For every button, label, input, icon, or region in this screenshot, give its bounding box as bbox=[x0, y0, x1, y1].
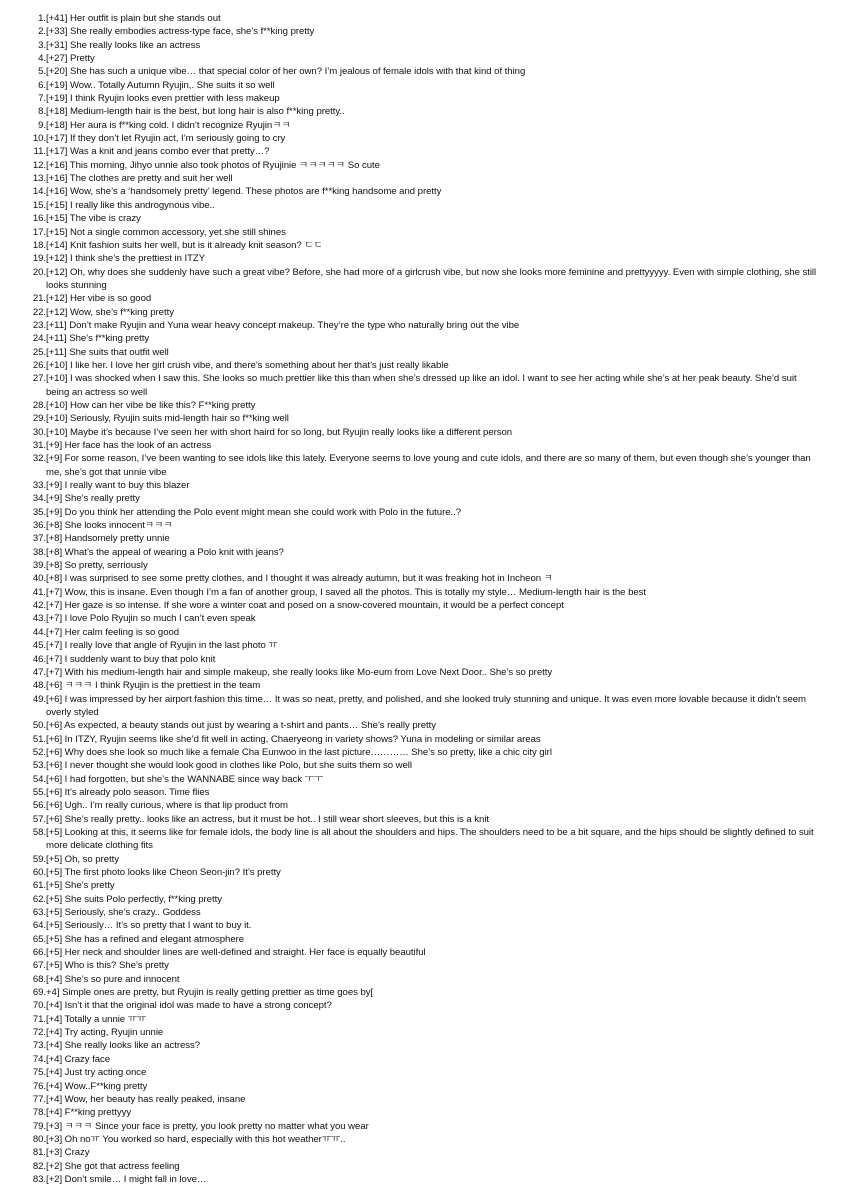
list-item bbox=[0, 212, 848, 225]
comment-text: [+5] Looking at this, it seems like for female idols, the body line is all about the shoulders and hips. The shoulders need to be a bit square, and the hips should be slightly defined to suit more delicate clothing fits bbox=[46, 826, 814, 852]
comment-text: [+5] Her neck and shoulder lines are well-defined and straight. Her face is equally beautiful bbox=[46, 947, 426, 959]
comment-text: [+16] This morning, Jihyo unnie also took photos of Ryujinie ㅋㅋㅋㅋㅋ So cute bbox=[46, 159, 380, 171]
list-item bbox=[0, 799, 848, 812]
item-number: 43. bbox=[32, 613, 46, 625]
list-item bbox=[0, 666, 848, 679]
comment-text: [+7] With his medium-length hair and simple makeup, she really looks like Mo-eum from Love Next Door.. She’s so pretty bbox=[46, 666, 553, 678]
item-number: 19. bbox=[32, 253, 46, 265]
item-number: 23. bbox=[32, 319, 46, 331]
list-item bbox=[0, 986, 848, 999]
list-item bbox=[0, 546, 848, 559]
item-number: 25. bbox=[32, 346, 46, 358]
list-item bbox=[0, 693, 848, 720]
list-item bbox=[0, 412, 848, 425]
comment-text: [+10] I like her. I love her girl crush vibe, and there’s something about her that’s just really likable bbox=[46, 359, 449, 371]
list-item bbox=[0, 1053, 848, 1066]
item-number: 34. bbox=[32, 493, 46, 505]
item-number: 64. bbox=[32, 920, 46, 932]
list-item bbox=[0, 906, 848, 919]
comment-text: [+9] I really want to buy this blazer bbox=[46, 480, 190, 492]
item-number: 16. bbox=[32, 213, 46, 225]
list-item bbox=[0, 426, 848, 439]
list-item bbox=[0, 145, 848, 158]
comment-text: [+31] She really looks like an actress bbox=[46, 39, 201, 51]
comment-text: [+4] Crazy face bbox=[46, 1053, 111, 1065]
item-number: 4. bbox=[38, 53, 46, 65]
list-item bbox=[0, 853, 848, 866]
item-number: 50. bbox=[32, 720, 46, 732]
comment-text: [+9] She’s really pretty bbox=[46, 493, 140, 505]
list-item bbox=[0, 746, 848, 759]
item-number: 45. bbox=[32, 640, 46, 652]
item-number: 52. bbox=[32, 746, 46, 758]
item-number: 13. bbox=[32, 173, 46, 185]
item-number: 69. bbox=[32, 987, 46, 999]
list-item bbox=[0, 292, 848, 305]
item-number: 33. bbox=[32, 480, 46, 492]
list-item bbox=[0, 1013, 848, 1026]
list-item bbox=[0, 12, 848, 25]
list-item bbox=[0, 759, 848, 772]
comment-text: [+9] For some reason, I’ve been wanting to see idols like this lately. Everyone seems to love young and cute idols, and there are so many of them, but even though she’s younger than me, she’s got that unnie vibe bbox=[46, 453, 811, 478]
item-number: 55. bbox=[32, 786, 46, 798]
comment-text: [+3] Oh noㅠ You worked so hard, especially with this hot weatherㅠㅠ.. bbox=[46, 1133, 346, 1145]
list-item bbox=[0, 999, 848, 1012]
comment-text: [+5] She’s pretty bbox=[46, 880, 115, 892]
comment-text: [+5] Oh, so pretty bbox=[46, 853, 119, 865]
list-item bbox=[0, 1133, 848, 1146]
comment-text: [+41] Her outfit is plain but she stands out bbox=[46, 13, 221, 24]
item-number: 61. bbox=[32, 880, 46, 892]
item-number: 24. bbox=[32, 333, 46, 345]
item-number: 63. bbox=[32, 907, 46, 919]
comment-text: [+4] Try acting, Ryujin unnie bbox=[46, 1027, 164, 1039]
list-item bbox=[0, 1066, 848, 1079]
list-item bbox=[0, 599, 848, 612]
comment-text: [+11] She’s f**king pretty bbox=[46, 333, 150, 345]
item-number: 62. bbox=[32, 893, 46, 905]
item-number: 48. bbox=[32, 680, 46, 692]
item-number: 75. bbox=[32, 1067, 46, 1079]
item-number: 57. bbox=[32, 813, 46, 825]
list-item bbox=[0, 65, 848, 78]
item-number: 56. bbox=[32, 800, 46, 812]
comment-text: [+4] Wow..F**king pretty bbox=[46, 1080, 148, 1092]
item-number: 9. bbox=[38, 119, 46, 131]
comment-text: [+8] She looks innocentㅋㅋㅋ bbox=[46, 520, 173, 532]
list-item bbox=[0, 79, 848, 92]
list-item bbox=[0, 773, 848, 786]
list-item bbox=[0, 572, 848, 585]
comment-text: [+33] She really embodies actress-type face, she’s f**king pretty bbox=[46, 26, 315, 38]
item-number: 79. bbox=[32, 1120, 46, 1132]
item-number: 68. bbox=[32, 973, 46, 985]
comment-text: [+2] She got that actress feeling bbox=[46, 1160, 180, 1172]
item-number: 22. bbox=[32, 306, 46, 318]
item-number: 30. bbox=[32, 426, 46, 438]
list-item bbox=[0, 813, 848, 826]
list-item bbox=[0, 266, 848, 293]
comment-text: [+11] She suits that outfit well bbox=[46, 346, 169, 358]
comment-text: [+8] What’s the appeal of wearing a Polo knit with jeans? bbox=[46, 546, 284, 558]
comment-text: [+6] ㅋㅋㅋ I think Ryujin is the prettiest in the team bbox=[46, 680, 261, 692]
item-number: 72. bbox=[32, 1027, 46, 1039]
list-item bbox=[0, 1120, 848, 1133]
comment-text: [+6] I had forgotten, but she’s the WANNABE since way back ㅜㅜ bbox=[46, 773, 324, 785]
list-item bbox=[0, 586, 848, 599]
comment-text: [+20] She has such a unique vibe… that special color of her own? I’m jealous of female idols with that kind of thing bbox=[46, 66, 526, 78]
comment-text: [+6] As expected, a beauty stands out just by wearing a t-shirt and pants… She’s really pretty bbox=[46, 720, 437, 732]
list-item bbox=[0, 933, 848, 946]
item-number: 14. bbox=[32, 186, 46, 198]
comment-text: [+12] I think she’s the prettiest in ITZY bbox=[46, 253, 206, 265]
comment-text: [+27] Pretty bbox=[46, 53, 95, 65]
list-item bbox=[0, 372, 848, 399]
comment-text: [+17] Was a knit and jeans combo ever that pretty…? bbox=[46, 146, 270, 158]
list-item bbox=[0, 612, 848, 625]
list-item bbox=[0, 1039, 848, 1052]
list-item bbox=[0, 946, 848, 959]
comment-text: [+10] How can her vibe be like this? F**king pretty bbox=[46, 399, 256, 411]
list-item bbox=[0, 306, 848, 319]
comment-text: [+6] I was impressed by her airport fashion this time… It was so neat, pretty, and polished, and she looked truly stunning and unique. It was even more lovable because it didn’t seem overly styled bbox=[46, 693, 806, 718]
list-item bbox=[0, 52, 848, 65]
item-number: 2. bbox=[38, 26, 46, 38]
comment-text: [+6] She’s really pretty.. looks like an actress, but it must be hot.. I still wear short sleeves, but this is a knit bbox=[46, 813, 490, 825]
item-number: 58. bbox=[32, 826, 46, 838]
item-number: 73. bbox=[32, 1040, 46, 1052]
list-item bbox=[0, 959, 848, 972]
item-number: 28. bbox=[32, 399, 46, 411]
list-item bbox=[0, 399, 848, 412]
comment-text: [+3] ㅋㅋㅋ Since your face is pretty, you look pretty no matter what you wear bbox=[46, 1120, 369, 1132]
item-number: 35. bbox=[32, 506, 46, 518]
list-item bbox=[0, 479, 848, 492]
item-number: 42. bbox=[32, 600, 46, 612]
item-number: 41. bbox=[32, 586, 46, 598]
list-item bbox=[0, 973, 848, 986]
item-number: 20. bbox=[32, 266, 46, 278]
list-item bbox=[0, 1106, 848, 1119]
item-number: 27. bbox=[32, 373, 46, 385]
list-item bbox=[0, 1173, 848, 1186]
comment-text: [+5] The first photo looks like Cheon Seon-jin? It’s pretty bbox=[46, 867, 281, 878]
item-number: 51. bbox=[32, 733, 46, 745]
comment-text: [+14] Knit fashion suits her well, but is it already knit season? ㄷㄷ bbox=[46, 239, 323, 251]
comment-text: [+8] Handsomely pretty unnie bbox=[46, 533, 170, 545]
comment-text: [+7] Wow, this is insane. Even though I’m a fan of another group, I saved all the photos. This is totally my style… Medium-length hair is the best bbox=[46, 586, 646, 598]
list-item bbox=[0, 719, 848, 732]
comment-text: [+4] Totally a unnie ㅠㅠ bbox=[46, 1013, 147, 1025]
list-item bbox=[0, 172, 848, 185]
comment-text: [+16] Wow, she’s a ‘handsomely pretty’ legend. These photos are f**king handsome and pretty bbox=[46, 186, 442, 198]
item-number: 31. bbox=[32, 440, 46, 451]
list-item bbox=[0, 39, 848, 52]
list-item bbox=[0, 1160, 848, 1173]
item-number: 40. bbox=[32, 573, 46, 585]
item-number: 6. bbox=[38, 79, 46, 91]
item-number: 21. bbox=[32, 293, 46, 305]
comment-text: [+7] I love Polo Ryujin so much I can’t even speak bbox=[46, 613, 256, 625]
list-item bbox=[0, 639, 848, 652]
comment-text: [+8] I was surprised to see some pretty clothes, and I thought it was already autumn, but it was freaking hot in Incheon ㅋ bbox=[46, 573, 553, 585]
item-number: 83. bbox=[32, 1173, 46, 1185]
comment-text: [+5] Seriously… It’s so pretty that I want to buy it. bbox=[46, 920, 252, 932]
item-number: 60. bbox=[32, 867, 46, 878]
comment-text: [+9] Do you think her attending the Polo event might mean she could work with Polo in the future..? bbox=[46, 506, 462, 518]
item-number: 11. bbox=[33, 146, 46, 158]
comment-list bbox=[0, 12, 848, 1186]
item-number: 80. bbox=[32, 1133, 46, 1145]
item-number: 82. bbox=[32, 1160, 46, 1172]
item-number: 8. bbox=[38, 106, 46, 118]
list-item bbox=[0, 786, 848, 799]
list-item bbox=[0, 25, 848, 38]
item-number: 15. bbox=[32, 199, 46, 211]
item-number: 78. bbox=[32, 1107, 46, 1119]
list-item bbox=[0, 679, 848, 692]
item-number: 54. bbox=[32, 773, 46, 785]
list-item bbox=[0, 1026, 848, 1039]
list-item bbox=[0, 1080, 848, 1093]
comment-text: [+16] The clothes are pretty and suit her well bbox=[46, 173, 233, 185]
list-item bbox=[0, 452, 848, 479]
item-number: 67. bbox=[32, 960, 46, 972]
comment-text: [+19] Wow.. Totally Autumn Ryujin,. She suits it so well bbox=[46, 79, 275, 91]
comment-text: [+8] So pretty, serriously bbox=[46, 560, 148, 572]
comment-text: [+4] Wow, her beauty has really peaked, insane bbox=[46, 1093, 246, 1105]
item-number: 47. bbox=[32, 666, 46, 678]
comment-text: [+17] If they don’t let Ryujin act, I’m seriously going to cry bbox=[46, 133, 286, 145]
list-item bbox=[0, 319, 848, 332]
comment-text: [+18] Her aura is f**king cold. I didn’t recognize Ryujinㅋㅋ bbox=[46, 119, 291, 131]
comment-text: [+2] Don’t smile… I might fall in love… bbox=[46, 1173, 207, 1185]
comment-text: [+6] I never thought she would look good in clothes like Polo, but she suits them so well bbox=[46, 760, 412, 772]
item-number: 5. bbox=[38, 66, 46, 78]
list-item bbox=[0, 439, 848, 452]
item-number: 17. bbox=[32, 226, 46, 238]
item-number: 76. bbox=[32, 1080, 46, 1092]
comment-text: [+4] Isn’t it that the original idol was made to have a strong concept? bbox=[46, 1000, 332, 1012]
item-number: 36. bbox=[32, 520, 46, 532]
comment-text: [+7] Her calm feeling is so good bbox=[46, 626, 180, 638]
comment-text: [+4] She’s so pure and innocent bbox=[46, 973, 180, 985]
item-number: 49. bbox=[32, 693, 46, 705]
comment-text: [+12] Wow, she’s f**king pretty bbox=[46, 306, 174, 318]
item-number: 38. bbox=[32, 546, 46, 558]
item-number: 71. bbox=[32, 1013, 46, 1025]
list-item bbox=[0, 346, 848, 359]
comment-text: [+7] I suddenly want to buy that polo knit bbox=[46, 653, 216, 665]
comment-text: [+6] Ugh.. I’m really curious, where is that lip product from bbox=[46, 800, 288, 812]
comment-text: [+18] Medium-length hair is the best, but long hair is also f**king pretty.. bbox=[46, 106, 345, 118]
comment-text: [+5] Seriously, she’s crazy.. Goddess bbox=[46, 907, 201, 919]
comment-text: [+6] Why does she look so much like a female Cha Eunwoo in the last picture………… She’s so pretty, like a chic city girl bbox=[46, 746, 552, 758]
list-item bbox=[0, 119, 848, 132]
comment-text: [+3] Crazy bbox=[46, 1147, 90, 1159]
comment-text: [+6] It’s already polo season. Time flies bbox=[46, 786, 210, 798]
list-item bbox=[0, 1146, 848, 1159]
item-number: 66. bbox=[32, 947, 46, 959]
item-number: 7. bbox=[38, 93, 46, 105]
item-number: 39. bbox=[32, 560, 46, 572]
item-number: 53. bbox=[32, 760, 46, 772]
comment-text: [+5] She has a refined and elegant atmosphere bbox=[46, 933, 245, 945]
comment-text: [+5] Who is this? She’s pretty bbox=[46, 960, 169, 972]
list-item bbox=[0, 626, 848, 639]
item-number: 37. bbox=[32, 533, 46, 545]
list-item bbox=[0, 239, 848, 252]
comment-text: [+4] F**king prettyyy bbox=[46, 1107, 132, 1119]
item-number: 70. bbox=[32, 1000, 46, 1012]
item-number: 81. bbox=[32, 1147, 46, 1159]
comment-text: [+9] Her face has the look of an actress bbox=[46, 440, 212, 451]
comment-text: [+15] Not a single common accessory, yet she still shines bbox=[46, 226, 286, 238]
comment-text: [+11] Don’t make Ryujin and Yuna wear heavy concept makeup. They’re the type who naturally bring out the vibe bbox=[46, 319, 520, 331]
list-item bbox=[0, 132, 848, 145]
list-item bbox=[0, 332, 848, 345]
list-item bbox=[0, 159, 848, 172]
comment-text: [+4] Just try acting once bbox=[46, 1067, 147, 1079]
list-item bbox=[0, 252, 848, 265]
item-number: 59. bbox=[32, 853, 46, 865]
comment-text: [+7] Her gaze is so intense. If she wore a winter coat and posed on a snow-covered mountain, it would be a perfect concept bbox=[46, 600, 564, 612]
list-item bbox=[0, 199, 848, 212]
item-number: 10. bbox=[32, 133, 46, 145]
comment-text: [+15] I really like this androgynous vibe.. bbox=[46, 199, 215, 211]
list-item bbox=[0, 866, 848, 879]
comment-text: +4] Simple ones are pretty, but Ryujin is really getting prettier as time goes by[ bbox=[46, 987, 374, 999]
comment-text: [+19] I think Ryujin looks even prettier with less makeup bbox=[46, 93, 280, 105]
list-item bbox=[0, 92, 848, 105]
list-item bbox=[0, 359, 848, 372]
list-item bbox=[0, 879, 848, 892]
list-item bbox=[0, 492, 848, 505]
comment-text: [+10] Maybe it’s because I’ve seen her with short haird for so long, but Ryujin really looks like a different person bbox=[46, 426, 513, 438]
list-item bbox=[0, 826, 848, 853]
comment-text: [+5] She suits Polo perfectly, f**king pretty bbox=[46, 893, 222, 905]
list-item bbox=[0, 105, 848, 118]
item-number: 29. bbox=[32, 413, 46, 425]
item-number: 46. bbox=[32, 653, 46, 665]
list-item bbox=[0, 1093, 848, 1106]
list-item bbox=[0, 532, 848, 545]
comment-text: [+6] In ITZY, Ryujin seems like she’d fit well in acting, Chaeryeong in variety shows? Yuna in modeling or similar areas bbox=[46, 733, 541, 745]
list-item bbox=[0, 506, 848, 519]
comment-text: [+12] Oh, why does she suddenly have such a great vibe? Before, she had more of a girlcrush vibe, but now she looks more feminine and prettyyyyy. Even with simple clothing, she still looks stunning bbox=[46, 266, 817, 291]
list-item bbox=[0, 919, 848, 932]
comment-text: [+10] Seriously, Ryujin suits mid-length hair so f**king well bbox=[46, 413, 289, 425]
list-item bbox=[0, 519, 848, 532]
list-item bbox=[0, 185, 848, 198]
item-number: 77. bbox=[32, 1093, 46, 1105]
item-number: 12. bbox=[32, 159, 46, 171]
comment-text: [+12] Her vibe is so good bbox=[46, 293, 152, 305]
list-item bbox=[0, 733, 848, 746]
comment-text: [+15] The vibe is crazy bbox=[46, 213, 141, 225]
item-number: 18. bbox=[32, 239, 46, 251]
item-number: 32. bbox=[32, 453, 46, 465]
item-number: 1. bbox=[38, 13, 46, 24]
list-item bbox=[0, 559, 848, 572]
item-number: 65. bbox=[32, 933, 46, 945]
comment-text: [+10] I was shocked when I saw this. She looks so much prettier like this than when she’s dressed up like an idol. I want to see her acting while she’s at her peak beauty. She’d suit being an actress so well bbox=[46, 373, 797, 398]
list-item bbox=[0, 893, 848, 906]
list-item bbox=[0, 653, 848, 666]
item-number: 74. bbox=[32, 1053, 46, 1065]
item-number: 44. bbox=[32, 626, 46, 638]
list-item bbox=[0, 226, 848, 239]
comment-text: [+7] I really love that angle of Ryujin in the last photo ㅠ bbox=[46, 640, 278, 652]
item-number: 26. bbox=[32, 359, 46, 371]
item-number: 3. bbox=[38, 39, 46, 51]
comment-text: [+4] She really looks like an actress? bbox=[46, 1040, 201, 1052]
